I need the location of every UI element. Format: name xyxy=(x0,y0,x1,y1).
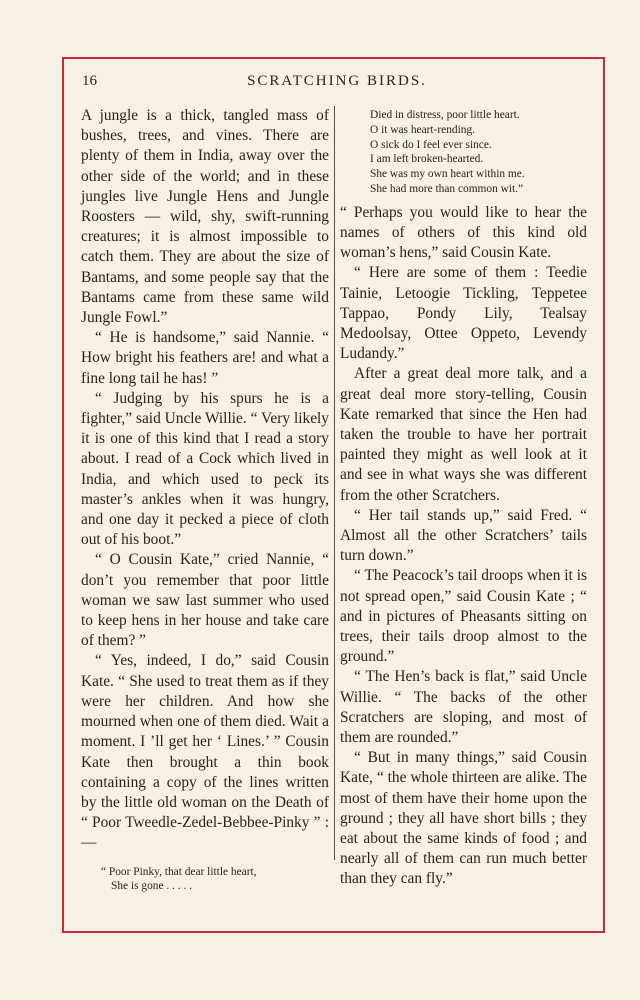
running-head: SCRATCHING BIRDS. xyxy=(247,73,427,89)
left-column xyxy=(81,106,329,894)
paragraph: “ The Hen’s back is flat,” said Uncle Willie. “ The backs of the other Scratchers are sloping, and most of them are rounded.” xyxy=(340,668,587,747)
verse-line: O it was heart-rending. xyxy=(370,123,476,136)
poem-continuation xyxy=(370,108,587,197)
paragraph: A jungle is a thick, tangled mass of bushes, trees, and vines. There are plenty of them in India, away over the other side of the world; and in these jungles live Jungle Hens and Jungle Roosters — wild, shy, swift-running creatures; it is almost impossible to catch them. They are about the size of Bantams, and some people say that the Bantams came from these same wild Jungle Fowl.” xyxy=(81,107,329,327)
verse-line: She had more than common wit.” xyxy=(370,182,524,195)
paragraph: “ O Cousin Kate,” cried Nannie, “ don’t you remember that poor little woman we saw last summer who used to keep hens in her house and take care of them? ” xyxy=(81,551,329,650)
paragraph: “ The Peacock’s tail droops when it is not spread open,” said Cousin Kate ; “ and in pictures of Pheasants sitting on trees, their tails droop almost to the ground.” xyxy=(340,567,587,666)
right-column xyxy=(340,106,587,890)
verse-line: She is gone . . . . . xyxy=(111,880,192,893)
verse-line: She was my own heart within me. xyxy=(370,168,525,181)
verse-line: O sick do I feel ever since. xyxy=(370,138,492,151)
paragraph: “ He is handsome,” said Nannie. “ How bright his feathers are! and what a fine long tail he has! ” xyxy=(81,329,329,387)
page-number: 16 xyxy=(82,73,97,89)
paragraph: “ Yes, indeed, I do,” said Cousin Kate. “ She used to treat them as if they were her children. And how she mourned when one of them died. Wait a moment. I ’ll get her ‘ Lines.’ ” Cousin Kate then brought a thin book containing a copy of the lines written by the little old woman on the Death of “ Poor Tweedle-Zedel-Bebbee-Pinky ” : — xyxy=(81,652,329,852)
paragraph: “ Her tail stands up,” said Fred. “ Almost all the other Scratchers’ tails turn down.” xyxy=(340,506,587,565)
paragraph: “ Here are some of them : Teedie Tainie, Letoogie Tickling, Teppetee Tappao, Pondy Lily, Tealsay Medoolsay, Ottee Oppeto, Levendy Ludandy.” xyxy=(340,264,587,363)
paragraph: After a great deal more talk, and a great deal more story-telling, Cousin Kate remarked that since the Hen had taken the trouble to have her portrait painted they might as well look at it and see in what ways she was different from the other Scratchers. xyxy=(340,365,587,504)
paragraph: “ Judging by his spurs he is a fighter,” said Uncle Willie. “ Very likely it is one of this kind that I read a story about. I read of a Cock which lived in India, and which used to peck its master’s ankles when it was hungry, and one day it pecked a piece of cloth out of his boot.” xyxy=(81,389,329,549)
page-header xyxy=(82,73,592,95)
verse-line: Died in distress, poor little heart. xyxy=(370,109,520,121)
column-divider xyxy=(334,106,335,860)
paragraph: “ Perhaps you would like to hear the names of others of this kind old woman’s hens,” said Cousin Kate. xyxy=(340,203,587,262)
verse-line: I am left broken-hearted. xyxy=(370,153,484,166)
paragraph: “ But in many things,” said Cousin Kate, “ the whole thirteen are alike. The most of them have their home upon the ground ; they all have short bills ; they eat about the same kinds of food ; and nearly all of them can run much better than they can fly.” xyxy=(340,749,587,888)
verse-line: “ Poor Pinky, that dear little heart, xyxy=(101,865,257,878)
poem-excerpt xyxy=(101,865,329,895)
